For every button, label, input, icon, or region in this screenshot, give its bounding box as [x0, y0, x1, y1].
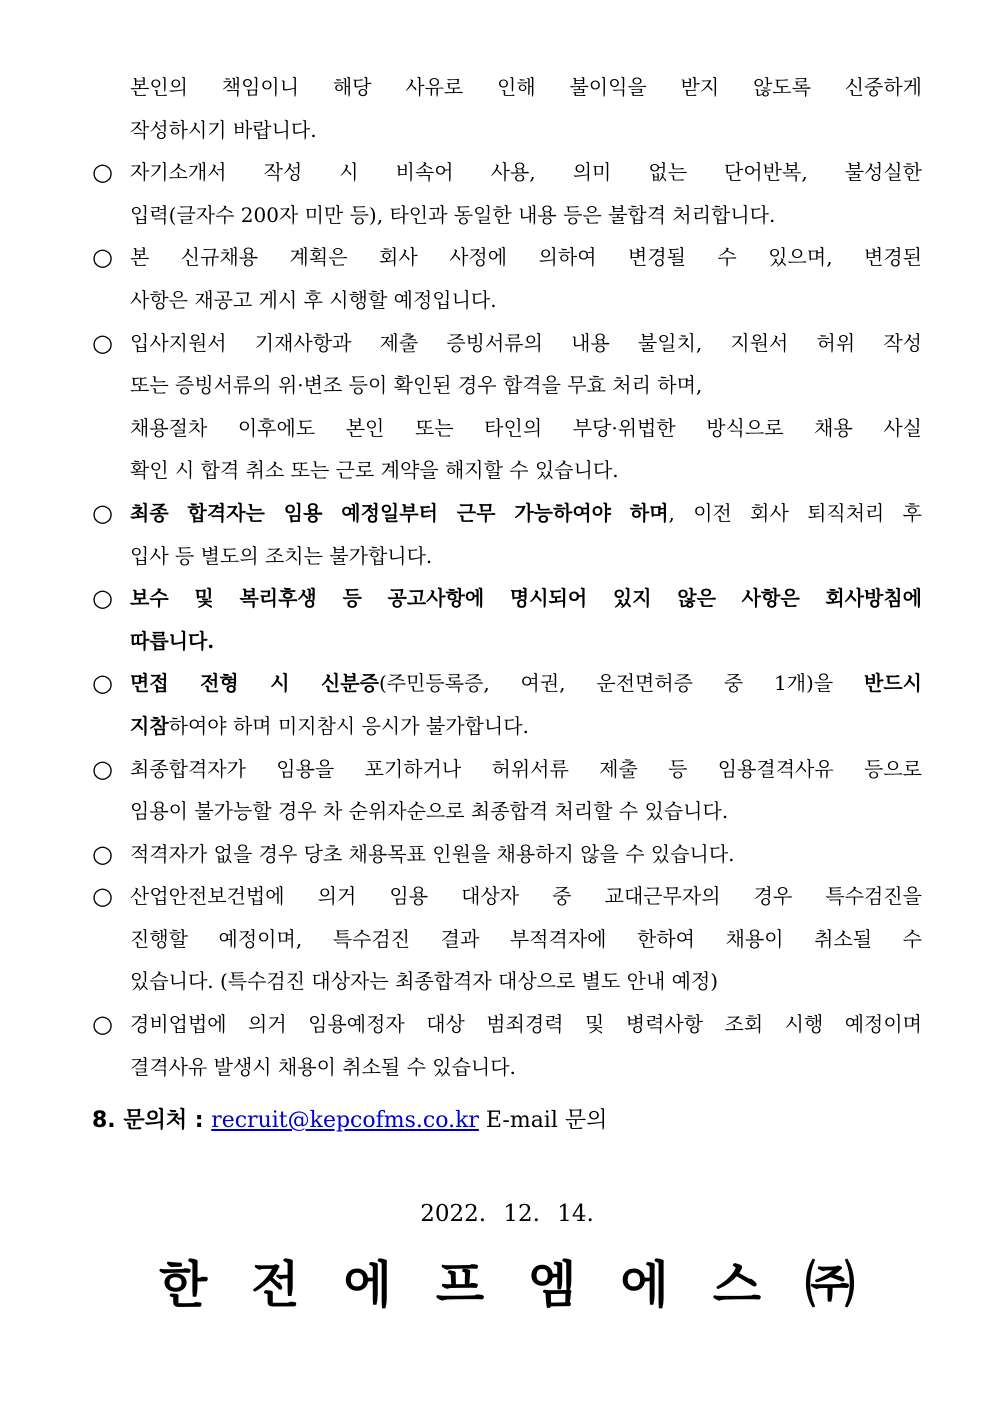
notice-text-line	[92, 535, 922, 578]
notice-text-segment: , 이전 회사 퇴직처리 후	[668, 500, 922, 525]
notice-text-segment: 보수 및 복리후생 등 공고사항에 명시되어 있지 않은 사항은 회사방침에	[130, 586, 922, 611]
circle-bullet-icon: ○	[92, 1010, 113, 1039]
notice-text-segment: 경비업법에 의거 임용예정자 대상 범죄경력 및 병력사항 조회 시행 예정이며	[130, 1012, 922, 1037]
notice-text-segment: 최종 합격자는 임용 예정일부터 근무 가능하여야 하며	[130, 500, 669, 525]
notice-text-segment: 따릅니다.	[130, 628, 215, 653]
circle-bullet-icon: ○	[92, 158, 113, 187]
date-line: 2022. 12. 14.	[420, 1201, 594, 1228]
notice-bullet-line	[92, 833, 922, 876]
notice-text-line	[92, 1046, 922, 1089]
company-name	[92, 1255, 922, 1315]
circle-bullet-icon: ○	[92, 243, 113, 272]
notice-text-segment: 입력(글자수 200자 미만 등), 타인과 동일한 내용 등은 불합격 처리합니다.	[130, 202, 776, 227]
circle-bullet-icon: ○	[92, 498, 113, 527]
notice-body	[92, 66, 922, 1088]
circle-bullet-icon: ○	[92, 669, 113, 698]
notice-bullet-line	[92, 577, 922, 620]
notice-text-segment: 지참	[130, 713, 169, 738]
notice-text-segment: 임용이 불가능할 경우 차 순위자순으로 최종합격 처리할 수 있습니다.	[130, 799, 729, 824]
notice-text-line	[92, 364, 922, 407]
notice-text-segment: 최종합격자가 임용을 포기하거나 허위서류 제출 등 임용결격사유 등으로	[130, 756, 922, 781]
notice-bullet-line	[92, 875, 922, 918]
notice-text-segment: 사항은 재공고 게시 후 시행할 예정입니다.	[130, 287, 497, 312]
notice-bullet-line	[92, 236, 922, 279]
notice-text-segment: 본 신규채용 계획은 회사 사정에 의하여 변경될 수 있으며, 변경된	[130, 245, 922, 270]
notice-text-segment: 작성하시기 바랍니다.	[130, 117, 317, 142]
notice-text-segment: 적격자가 없을 경우 당초 채용목표 인원을 채용하지 않을 수 있습니다.	[130, 841, 735, 866]
notice-text-line	[92, 194, 922, 237]
notice-text-line	[92, 279, 922, 322]
circle-bullet-icon: ○	[92, 328, 113, 357]
notice-text-line	[92, 109, 922, 152]
notice-text-segment: 있습니다. (특수검진 대상자는 최종합격자 대상으로 별도 안내 예정)	[130, 969, 719, 994]
notice-text-segment: 본인의 책임이니 해당 사유로 인해 불이익을 받지 않도록 신중하게	[130, 75, 922, 99]
contact-email-link[interactable]: recruit@kepcofms.co.kr	[211, 1108, 479, 1134]
notice-text-segment: 입사 등 별도의 조치는 불가합니다.	[130, 543, 433, 568]
notice-text-segment: 반드시	[864, 671, 922, 696]
notice-text-line	[92, 705, 922, 748]
notice-bullet-line	[92, 1003, 922, 1046]
notice-text-segment: 면접 전형 시 신분증	[130, 671, 379, 696]
notice-text-segment: 채용절차 이후에도 본인 또는 타인의 부당·위법한 방식으로 채용 사실	[130, 415, 922, 440]
notice-text-line	[92, 790, 922, 833]
notice-text-segment: 자기소개서 작성 시 비속어 사용, 의미 없는 단어반복, 불성실한	[130, 160, 922, 185]
circle-bullet-icon: ○	[92, 839, 113, 868]
notice-bullet-line	[92, 748, 922, 791]
notice-text-line	[92, 449, 922, 492]
notice-bullet-line	[92, 322, 922, 365]
contact-label: 8. 문의처 :	[92, 1108, 212, 1134]
contact-suffix: E-mail 문의	[478, 1108, 608, 1134]
notice-text-line	[92, 620, 922, 663]
notice-bullet-line	[92, 151, 922, 194]
notice-text-segment: 산업안전보건법에 의거 임용 대상자 중 교대근무자의 경우 특수검진을	[130, 884, 922, 909]
notice-text-segment: 진행할 예정이며, 특수검진 결과 부적격자에 한하여 채용이 취소될 수	[130, 926, 922, 951]
circle-bullet-icon: ○	[92, 882, 113, 911]
company-name-text: 한전에프엠에스㈜	[158, 1255, 900, 1315]
notice-text-segment: 입사지원서 기재사항과 제출 증빙서류의 내용 불일치, 지원서 허위 작성	[130, 330, 922, 355]
notice-text-segment: (주민등록증, 여권, 운전면허증 중 1개)을	[378, 671, 865, 696]
circle-bullet-icon: ○	[92, 584, 113, 613]
contact-section	[92, 1105, 922, 1137]
notice-text-line	[92, 66, 922, 109]
notice-text-segment: 하여야 하며 미지참시 응시가 불가합니다.	[168, 713, 529, 738]
notice-text-line	[92, 407, 922, 450]
notice-text-segment: 결격사유 발생시 채용이 취소될 수 있습니다.	[130, 1054, 516, 1079]
notice-text-segment: 또는 증빙서류의 위·변조 등이 확인된 경우 합격을 무효 처리 하며,	[130, 373, 703, 398]
notice-bullet-line	[92, 662, 922, 705]
notice-text-segment: 확인 시 합격 취소 또는 근로 계약을 해지할 수 있습니다.	[130, 458, 619, 483]
notice-text-line	[92, 960, 922, 1003]
circle-bullet-icon: ○	[92, 754, 113, 783]
notice-bullet-line	[92, 492, 922, 535]
notice-text-line	[92, 918, 922, 961]
